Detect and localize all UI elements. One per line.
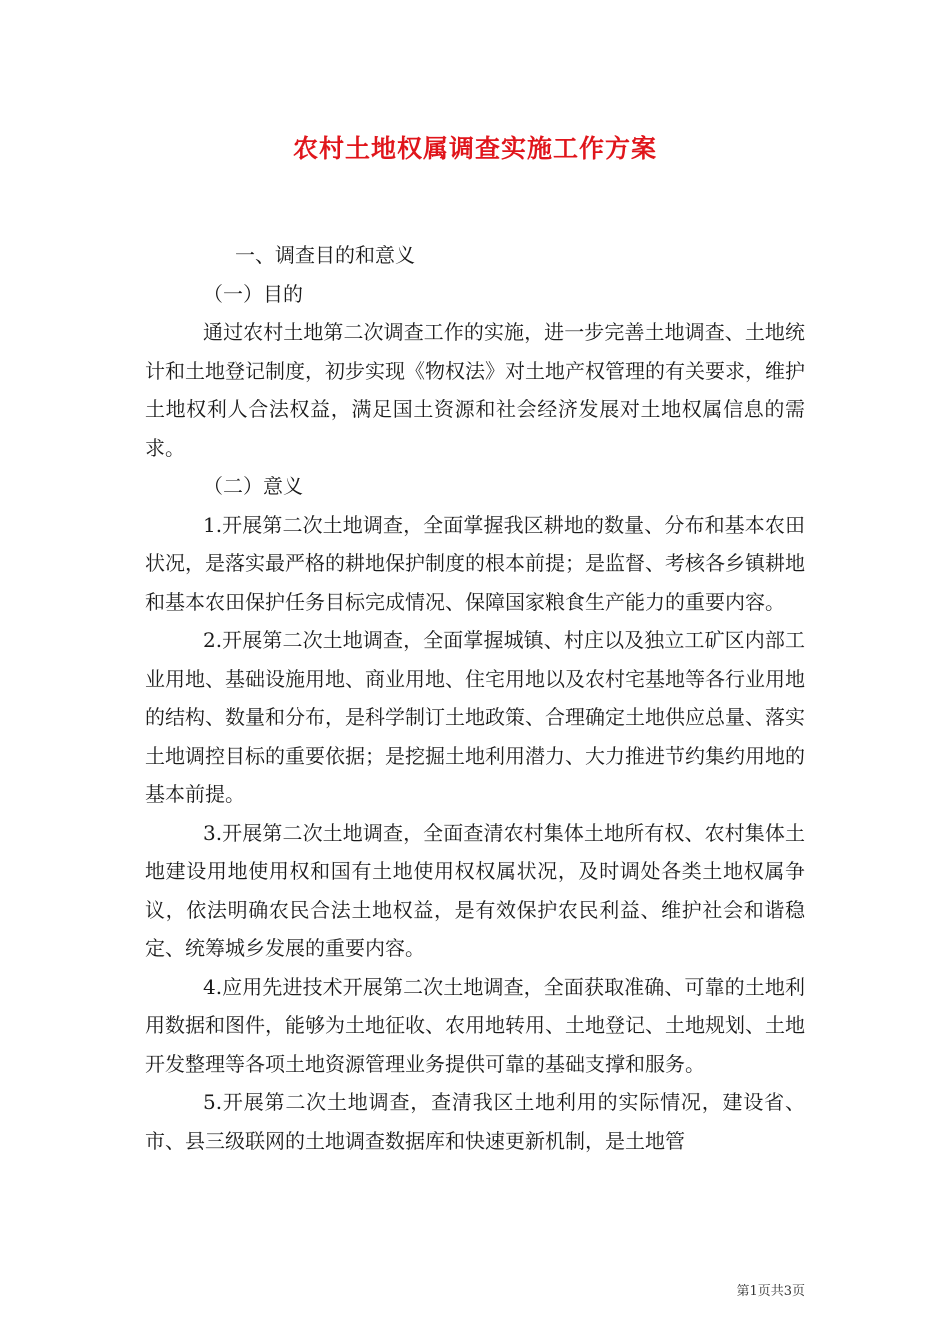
list-item: 4.应用先进技术开展第二次土地调查，全面获取准确、可靠的土地利用数据和图件，能够为土地征收、农用地转用、土地登记、土地规划、土地开发整理等各项土地资源管理业务提供可靠的基础支撑和服务。 xyxy=(145,974,805,1076)
list-item: 1.开展第二次土地调查，全面掌握我区耕地的数量、分布和基本农田状况，是落实最严格的耕地保护制度的根本前提；是监督、考核各乡镇耕地和基本农田保护任务目标完成情况、保障国家粮食生产能力的重要内容。 xyxy=(145,512,805,614)
page-number: 第1页共3页 xyxy=(736,1284,805,1299)
subsection-heading-purpose: （一）目的 xyxy=(203,281,303,306)
paragraph-purpose: 通过农村土地第二次调查工作的实施，进一步完善土地调查、土地统计和土地登记制度，初步实现《物权法》对土地产权管理的有关要求，维护土地权利人合法权益，满足国土资源和社会经济发展对土地权属信息的需求。 xyxy=(145,320,805,460)
subsection-heading-significance: （二）意义 xyxy=(203,474,303,498)
list-item: 3.开展第二次土地调查，全面查清农村集体土地所有权、农村集体土地建设用地使用权和国有土地使用权权属状况，及时调处各类土地权属争议，依法明确农民合法土地权益，是有效保护农民利益、维护社会和谐稳定、统筹城乡发展的重要内容。 xyxy=(145,820,805,960)
document-body xyxy=(145,236,805,1160)
section-heading: 一、调查目的和意义 xyxy=(235,243,415,267)
list-item: 5.开展第二次土地调查，查清我区土地利用的实际情况，建设省、市、县三级联网的土地调查数据库和快速更新机制，是土地管 xyxy=(145,1090,805,1153)
list-item: 2.开展第二次土地调查，全面掌握城镇、村庄以及独立工矿区内部工业用地、基础设施用地、商业用地、住宅用地以及农村宅基地等各行业用地的结构、数量和分布，是科学制订土地政策、合理确定土地供应总量、落实土地调控目标的重要依据；是挖掘土地利用潜力、大力推进节约集约用地的基本前提。 xyxy=(145,628,805,806)
document-title: 农村土地权属调查实施工作方案 xyxy=(292,134,657,163)
